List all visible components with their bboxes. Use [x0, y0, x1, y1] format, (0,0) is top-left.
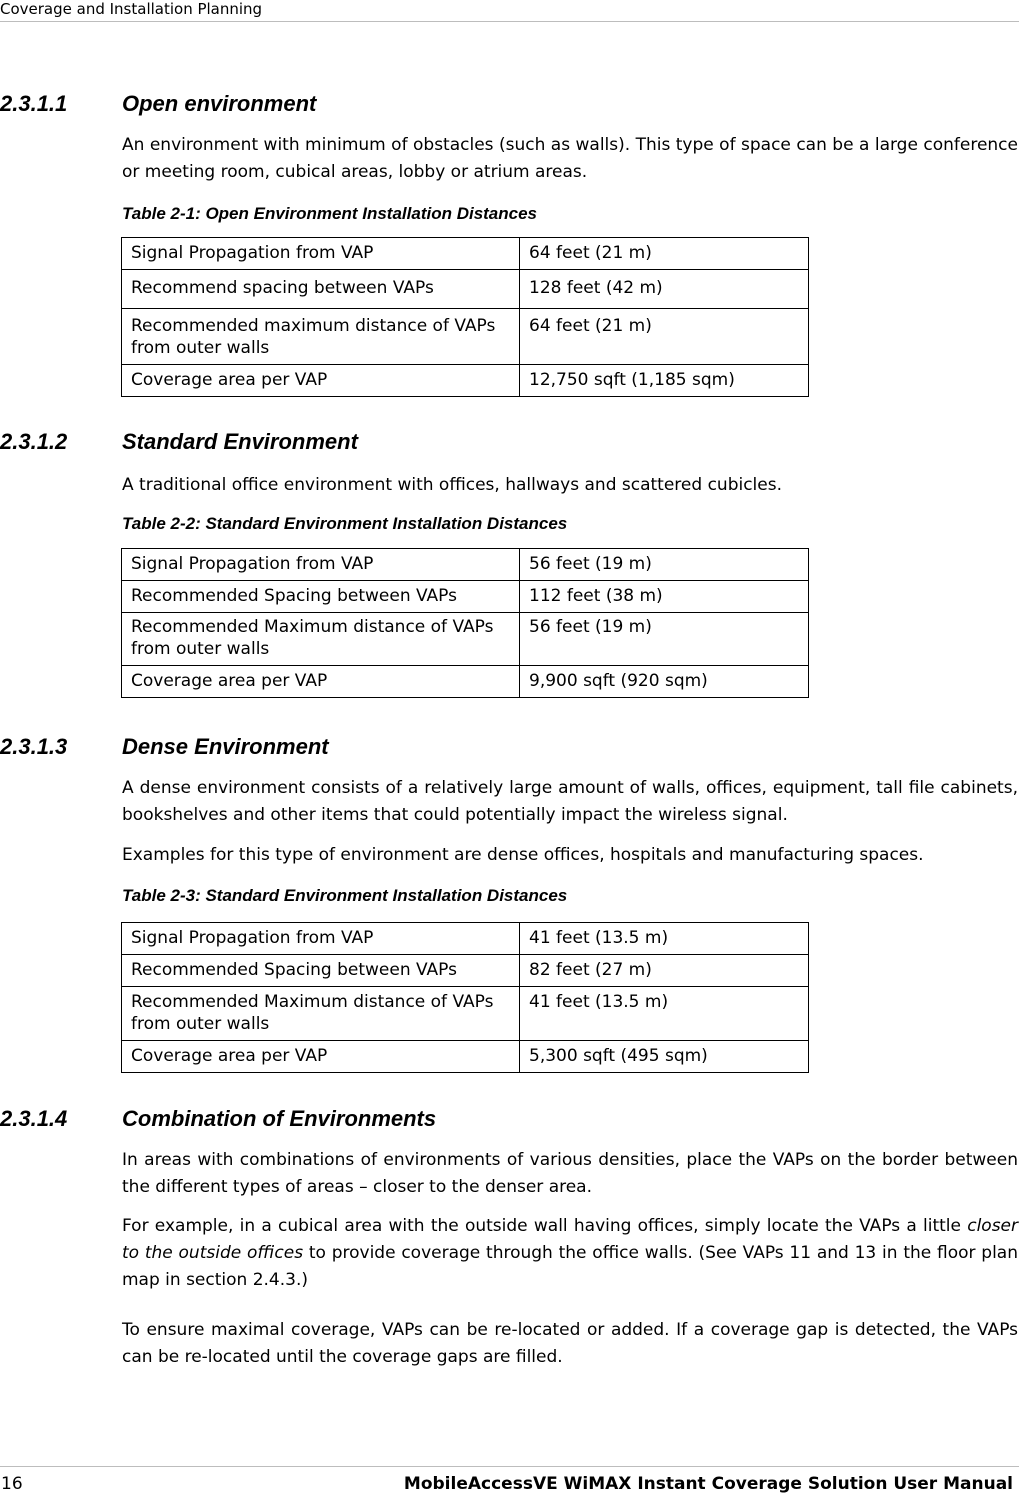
section-title: Combination of Environments [122, 1106, 437, 1131]
manual-title: MobileAccessVE WiMAX Instant Coverage Solution User Manual [403, 1474, 1013, 1494]
running-header-title: Coverage and Installation Planning [0, 0, 263, 18]
table-cell-label: Recommended Maximum distance of VAPs from outer walls [122, 987, 520, 1041]
table-row [122, 613, 809, 666]
section-title: Dense Environment [122, 734, 329, 759]
example-paragraph [122, 1213, 1018, 1294]
table-cell-value: 56 feet (19 m) [520, 613, 809, 666]
distances-table-open [121, 237, 809, 397]
example-emphasis: closer to the outside offices [122, 1216, 1018, 1263]
table-row [122, 923, 809, 955]
distances-table-dense [121, 922, 809, 1073]
table-cell-label: Recommend spacing between VAPs [122, 270, 520, 309]
table-caption: Table 2-2: Standard Environment Installation Distances [122, 514, 568, 533]
table-row [122, 955, 809, 987]
table-cell-label: Recommended Spacing between VAPs [122, 581, 520, 613]
section-title: Open environment [122, 91, 317, 116]
table-row [122, 270, 809, 309]
page-footer [0, 1466, 1019, 1496]
section-number: 2.3.1.4 [0, 1106, 68, 1131]
paragraph: To ensure maximal coverage, VAPs can be re-located or added. If a coverage gap is detected, the VAPs can be re-located until the coverage gaps are filled. [122, 1320, 1018, 1367]
paragraph: A dense environment consists of a relatively large amount of walls, offices, equipment, tall file cabinets, bookshelves and other items that could potentially impact the wireless signal. [122, 778, 1018, 825]
section-title: Standard Environment [122, 429, 358, 454]
paragraph: In areas with combinations of environments of various densities, place the VAPs on the border between the different types of areas – closer to the denser area. [122, 1150, 1018, 1197]
table-cell-value: 112 feet (38 m) [520, 581, 809, 613]
table-row [122, 238, 809, 270]
table-cell-label: Recommended Maximum distance of VAPs from outer walls [122, 613, 520, 666]
table-cell-value: 56 feet (19 m) [520, 549, 809, 581]
table-cell-value: 82 feet (27 m) [520, 955, 809, 987]
table-cell-label: Coverage area per VAP [122, 365, 520, 397]
table-cell-label: Coverage area per VAP [122, 666, 520, 698]
table-caption: Table 2-1: Open Environment Installation Distances [122, 204, 538, 223]
table-cell-label: Signal Propagation from VAP [122, 549, 520, 581]
table-cell-value: 128 feet (42 m) [520, 270, 809, 309]
table-cell-value: 5,300 sqft (495 sqm) [520, 1041, 809, 1073]
paragraph: A traditional office environment with offices, hallways and scattered cubicles. [122, 475, 782, 495]
table-row [122, 666, 809, 698]
section-number: 2.3.1.3 [0, 734, 68, 759]
paragraph: Examples for this type of environment are dense offices, hospitals and manufacturing spaces. [122, 845, 924, 865]
table-cell-label: Recommended Spacing between VAPs [122, 955, 520, 987]
distances-table-standard [121, 548, 809, 698]
table-cell-label: Signal Propagation from VAP [122, 238, 520, 270]
section-number: 2.3.1.2 [0, 429, 68, 454]
table-cell-value: 64 feet (21 m) [520, 238, 809, 270]
table-cell-value: 9,900 sqft (920 sqm) [520, 666, 809, 698]
example-text: For example, in a cubical area with the outside wall having offices, simply locate the VAPs a little [122, 1216, 968, 1236]
table-cell-label: Recommended maximum distance of VAPs from outer walls [122, 309, 520, 365]
table-caption: Table 2-3: Standard Environment Installation Distances [122, 886, 568, 905]
table-row [122, 309, 809, 365]
table-row [122, 581, 809, 613]
example-text-continued: to provide coverage through the office walls. (See VAPs 11 and 13 in the floor plan map in section 2.4.3.) [122, 1243, 1018, 1290]
table-row [122, 365, 809, 397]
table-cell-label: Coverage area per VAP [122, 1041, 520, 1073]
table-row [122, 549, 809, 581]
table-row [122, 987, 809, 1041]
section-number: 2.3.1.1 [0, 91, 68, 116]
table-cell-value: 41 feet (13.5 m) [520, 923, 809, 955]
table-cell-label: Signal Propagation from VAP [122, 923, 520, 955]
paragraph: An environment with minimum of obstacles (such as walls). This type of space can be a large conference or meeting room, cubical areas, lobby or atrium areas. [122, 135, 1018, 182]
table-row [122, 1041, 809, 1073]
table-cell-value: 41 feet (13.5 m) [520, 987, 809, 1041]
table-cell-value: 12,750 sqft (1,185 sqm) [520, 365, 809, 397]
running-header [0, 0, 1019, 22]
table-cell-value: 64 feet (21 m) [520, 309, 809, 365]
page-number: 16 [1, 1474, 23, 1494]
